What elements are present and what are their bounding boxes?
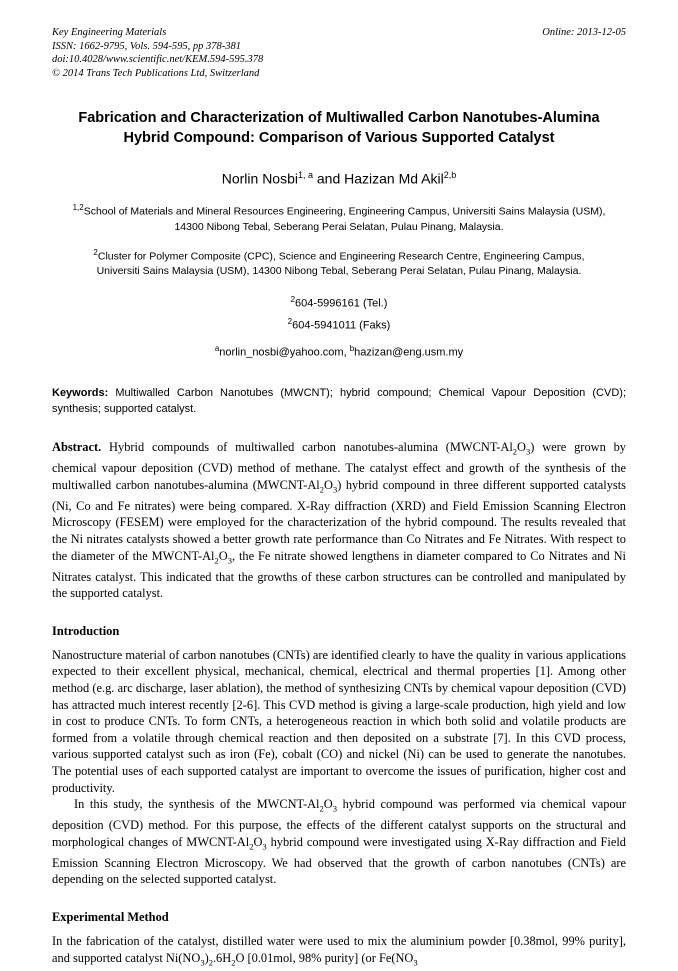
- keywords-block: [52, 385, 626, 417]
- author-conjunction: and: [313, 171, 345, 188]
- intro-p2-sub-4: 3: [262, 841, 267, 852]
- abstract-text-7: , the Fe nitrate showed lengthens in diameter compared to Co Nitrates and Ni Nitrates catalyst. This indicated that the growths of these carbon structures can be controlled and manipulated by the supported catalyst.: [52, 548, 626, 601]
- abstract-text-1: Hybrid compounds of multiwalled carbon nanotubes-alumina (MWCNT-Al: [101, 440, 513, 454]
- email-b-marker: b: [349, 344, 355, 354]
- abstract-text-4: O: [324, 477, 333, 492]
- page-title: Fabrication and Characterization of Multiwalled Carbon Nanotubes-Alumina Hybrid Compound: Comparison of Various Supported Catalyst: [78, 110, 600, 147]
- section-heading-introduction: Introduction: [52, 623, 120, 638]
- experimental-paragraph-1: [52, 933, 626, 971]
- email-b[interactable]: hazizan@eng.usm.my: [354, 347, 464, 359]
- abstract-sub-1: 2: [512, 446, 518, 457]
- affiliation-1-marker: 1,2: [72, 203, 84, 213]
- contact-tel-text: 604-5996161 (Tel.): [295, 297, 388, 310]
- contact-fax-text: 604-5941011 (Faks): [292, 319, 391, 332]
- intro-p2-sub-1: 2: [319, 803, 324, 814]
- exp-p1-text-4: O [0.01mol, 98% purity] (or Fe(NO: [235, 950, 414, 965]
- introduction-paragraph-1: Nanostructure material of carbon nanotubes (CNTs) are identified clearly to have the quality in various applications expected to their excellent physical, mechanical, chemical, electrical and thermal properties [1]. Among other method (e.g. arc discharge, laser ablation), the method of synthesizing CNTs by chemical vapour deposition (CVD) has attracted much interest recently [2-6]. This CVD method is giving a large-scale production, high yield and low in cost to produce CNTs. To form CNTs, a heterogeneous reaction in which both solid and volatile products are formed from a volatile through chemical reaction and then deposited on a substrate [7]. In this CVD process, various supported catalyst such as iron (Fe), cobalt (CO) and nickel (Ni) can be used to generate the nanotubes. The potential uses of each supported catalyst are important to overcome the issues of purification, higher cost and productivity.: [52, 647, 626, 795]
- exp-p1-text-2: ): [204, 950, 209, 965]
- intro-p2-text-2: O: [323, 797, 333, 812]
- affiliation-1-text: School of Materials and Mineral Resources Engineering, Engineering Campus, Universiti Sains Malaysia (USM), 14300 Nibong Tebal, Seberang Perai Selatan, Pulau Pinang, Malaysia.: [83, 205, 606, 233]
- intro-p2-text-4: O: [253, 834, 263, 849]
- exp-p1-text-3: .6H: [212, 950, 232, 965]
- abstract-sub-2: 3: [526, 446, 531, 457]
- abstract-text-3: ) were grown by chemical vapour deposition (CVD) method of methane. The catalyst effect and growth of the synthesis of the multiwalled carbon nanotubes-alumina (MWCNT-Al: [52, 440, 627, 492]
- issn-line: ISSN: 1662-9795, Vols. 594-595, pp 378-381: [52, 40, 241, 52]
- keywords-text: Multiwalled Carbon Nanotubes (MWCNT); hybrid compound; Chemical Vapour Deposition (CVD); synthesis; supported catalyst.: [52, 387, 626, 415]
- contact-fax-marker: 2: [287, 316, 293, 326]
- doi-line: doi:10.4028/www.scientific.net/KEM.594-595.378: [52, 54, 264, 66]
- email-a[interactable]: norlin_nosbi@yahoo.com,: [219, 347, 350, 359]
- page-header: [52, 26, 626, 80]
- exp-p1-sub-4: 3: [413, 957, 418, 968]
- affiliation-2-marker: 2: [93, 247, 98, 257]
- abstract-sub-5: 2: [214, 554, 219, 565]
- abstract-label: Abstract.: [52, 440, 102, 454]
- author-1-name: Norlin Nosbi: [221, 171, 298, 188]
- exp-p1-sub-3: 2: [231, 957, 236, 968]
- contact-tel-marker: 2: [290, 295, 296, 305]
- abstract-sub-4: 3: [332, 484, 338, 495]
- section-heading-experimental-method: Experimental Method: [52, 910, 169, 924]
- abstract-text-6: O: [218, 548, 228, 563]
- contact-block: [52, 291, 626, 334]
- header-left-block: [52, 26, 263, 80]
- intro-p2-text-1: In this study, the synthesis of the MWCNT-Al: [74, 797, 320, 812]
- keywords-label: Keywords:: [52, 387, 109, 399]
- abstract-sub-3: 2: [319, 484, 324, 495]
- author-list: [52, 170, 626, 187]
- intro-p2-sub-2: 3: [332, 803, 337, 814]
- exp-p1-text-1: In the fabrication of the catalyst, distilled water were used to mix the aluminium powder [0.38mol, 99% purity], and supported catalyst Ni(NO: [52, 934, 626, 965]
- author-1-affiliation-marker: 1, a: [297, 170, 313, 181]
- author-2-name: Hazizan Md Akil: [344, 171, 444, 188]
- online-date: Online: 2013-12-05: [542, 27, 626, 38]
- journal-name: Key Engineering Materials: [52, 27, 167, 38]
- abstract-sub-6: 3: [227, 554, 232, 565]
- author-2-affiliation-marker: 2,b: [443, 170, 457, 181]
- abstract-text-5: ) hybrid compound in three different supported catalysts (Ni, Co and Fe nitrates) were being compared. X-Ray diffraction (XRD) and Field Emission Scanning Electron Microscopy (FESEM) were employed for the characterization of the hybrid compound. The results revealed that the Ni nitrates catalysts showed a better growth rate performance than Co Nitrates and Fe Nitrates. With respect to the diameter of the MWCNT-Al: [52, 477, 626, 563]
- abstract-text-2: O: [517, 440, 526, 454]
- affiliation-1: [52, 200, 626, 235]
- intro-p2-text-5: hybrid compound were investigated using X-Ray diffraction and Field Emission Scanning Electron Microscopy. We had observed that the growth of carbon nanotubes (CNTs) are depending on the selected supported catalyst.: [52, 834, 627, 887]
- contact-tel: [52, 291, 626, 313]
- introduction-paragraph-2: [52, 796, 626, 888]
- abstract-block: [52, 439, 626, 602]
- affiliation-2-text: Cluster for Polymer Composite (CPC), Science and Engineering Research Centre, Engineering Campus, Universiti Sains Malaysia (USM), 14300 Nibong Tebal, Seberang Perai Selatan, Pulau Pinang, Malaysia.: [96, 250, 585, 278]
- affiliation-2: [52, 245, 626, 280]
- copyright-line: © 2014 Trans Tech Publications Ltd, Switzerland: [52, 67, 260, 79]
- email-a-marker: a: [214, 344, 220, 354]
- intro-p2-text-3: hybrid compound was performed via chemical vapour deposition (CVD) method. For this purpose, the effects of the different catalyst supports on the structural and morphological changes of MWCNT-Al: [52, 797, 626, 849]
- email-block: [52, 344, 626, 359]
- contact-fax: [52, 313, 626, 335]
- exp-p1-sub-2: 2: [208, 957, 213, 968]
- exp-p1-sub-1: 3: [200, 957, 205, 968]
- intro-p2-sub-3: 2: [249, 841, 254, 852]
